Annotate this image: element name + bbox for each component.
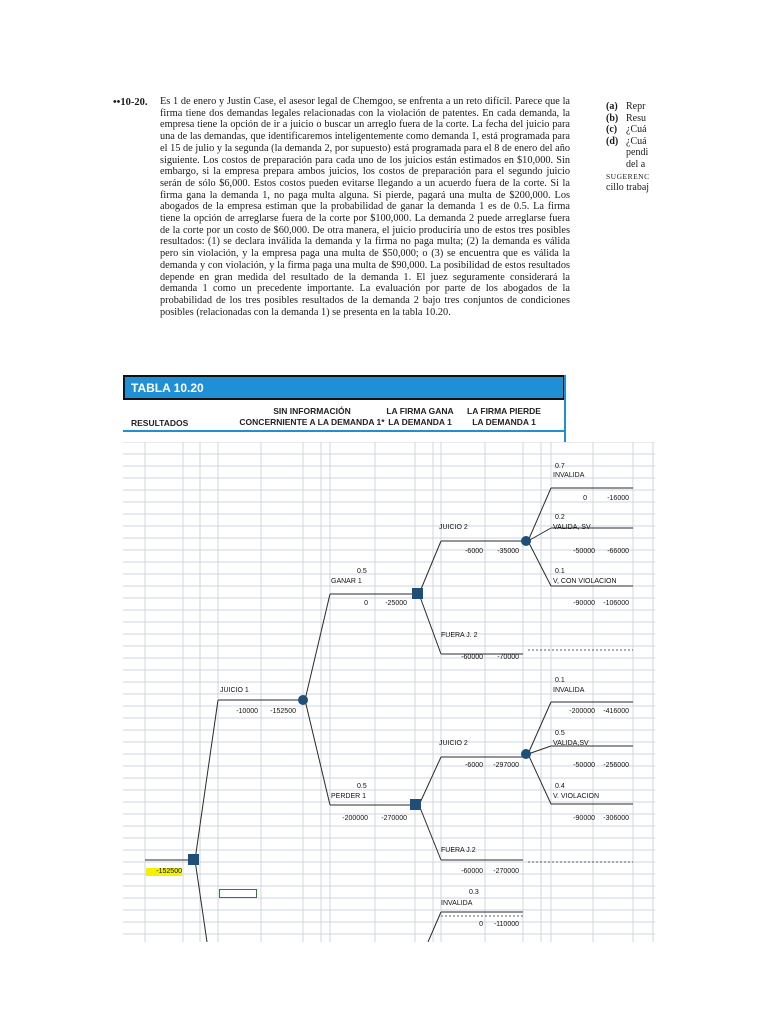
top-juicio2-label: JUICIO 2 bbox=[439, 524, 468, 531]
mid-invalida-label: INVALIDA bbox=[553, 687, 585, 694]
top-invalida-label: INVALIDA bbox=[553, 472, 585, 479]
col-sin-info-line2: CONCERNIENTE A LA DEMANDA 1* bbox=[239, 417, 385, 427]
question-c: (c) ¿Cuá bbox=[606, 124, 647, 136]
question-d-line3: del a bbox=[626, 158, 646, 170]
mid-violacion-prob: 0.4 bbox=[555, 783, 565, 790]
mid-valida-sv-v1: -50000 bbox=[573, 762, 595, 769]
top-invalida-v2: -16000 bbox=[607, 495, 629, 502]
table-column-headers bbox=[123, 400, 565, 440]
fuera-j2-top-label: FUERA J. 2 bbox=[441, 632, 478, 639]
question-d: (d) ¿Cuá bbox=[606, 135, 647, 147]
chance-node-demanda2-top bbox=[521, 536, 531, 546]
perder1-v1: -200000 bbox=[342, 815, 368, 822]
problem-number: ••10-20. bbox=[113, 97, 148, 108]
top-valida-sv-label: VALIDA, SV bbox=[553, 524, 591, 531]
perder1-label: PERDER 1 bbox=[331, 793, 367, 800]
mid-juicio2-label: JUICIO 2 bbox=[439, 740, 468, 747]
top-valida-sv-v2: -66000 bbox=[607, 548, 629, 555]
mid-juicio2-v1: -6000 bbox=[465, 762, 483, 769]
juicio1-v2: -152500 bbox=[270, 708, 296, 715]
top-valida-sv-prob: 0.2 bbox=[555, 514, 565, 521]
mid-valida-sv-label: VALIDA,SV bbox=[553, 740, 589, 747]
mid-violacion-label: V. VIOLACION bbox=[553, 793, 600, 800]
fuera-j2-bottom-label: FUERA J.2 bbox=[441, 847, 476, 854]
mid-violacion-v2: -306000 bbox=[603, 815, 629, 822]
root-value-cell[interactable]: -152500 bbox=[146, 868, 182, 876]
bottom-invalida-v1: 0 bbox=[479, 921, 483, 928]
decision-node-juicio2-bottom bbox=[410, 799, 421, 810]
table-header-rule bbox=[123, 430, 565, 432]
question-d-line2: pendi bbox=[626, 147, 649, 159]
decision-node-juicio2-top bbox=[412, 588, 423, 599]
col-gana-line1: LA FIRMA GANA bbox=[386, 406, 454, 416]
fuera-j2-bottom-v2: -270000 bbox=[493, 868, 519, 875]
hint-label: SUGERENC bbox=[606, 171, 650, 181]
bottom-invalida-label: INVALIDA bbox=[441, 900, 473, 907]
top-invalida-prob: 0.7 bbox=[555, 463, 565, 470]
mid-valida-sv-prob: 0.5 bbox=[555, 730, 565, 737]
top-juicio2-v2: -35000 bbox=[497, 548, 519, 555]
col-resultados: RESULTADOS bbox=[131, 418, 189, 428]
juicio1-v1: -10000 bbox=[236, 708, 258, 715]
selected-cell[interactable] bbox=[219, 889, 257, 898]
ganar1-label: GANAR 1 bbox=[331, 578, 362, 585]
perder1-v2: -270000 bbox=[381, 815, 407, 822]
problem-text: Es 1 de enero y Justin Case, el asesor legal de Chemgoo, se enfrenta a un reto difícil. Parece que la firma tiene dos demandas legales relacionadas con la violación de patentes. En cada demanda, la empresa tiene la opción de ir a juicio o buscar un arreglo fuera de la corte. La fecha del juicio para una de las demandas, que identificaremos inteligentemente como demanda 1, está programada para el 15 de julio y la segunda (la demanda 2, por supuesto) está programada para el 8 de enero del año siguiente. Los costos de preparación para cada uno de los juicios están estimados en $10,000. Sin embargo, si la empresa prepara ambos juicios, los costos de preparación para el segundo juicio serán de sólo $6,000. Estos costos pueden evitarse llegando a un acuerdo fuera de la corte. Si la firma gana la demanda 1, no paga multa alguna. Si pierde, pagará una multa de $200,000. Los abogados de la empresa estiman que la probabilidad de ganar la demanda 1 es de 0.5. La firma tiene la opción de arreglarse fuera de la corte por $100,000. La demanda 2 puede arreglarse fuera de la corte por un costo de $60,000. De otra manera, el juicio produciría uno de estos tres posibles resultados: (1) se declara inválida la demanda y la firma no paga multa; (2) la demanda es válida pero sin violación, y la empresa paga una multa de $50,000; o (3) se encuentra que es válida la demanda y con violación, y la firma paga una multa de $90,000. La posibilidad de estos resultados depende en gran medida del resultado de la demanda 1. El juez seguramente considerará la demanda 1 como un precedente importante. La evaluación por parte de los abogados de la probabilidad de los tres posibles resultados de la demanda 2 bajo tres conjuntos de condiciones posibles (relacionadas con la demanda 1) se presenta en la tabla 10.20. bbox=[160, 96, 570, 318]
mid-valida-sv-v2: -256000 bbox=[603, 762, 629, 769]
top-juicio2-v1: -6000 bbox=[465, 548, 483, 555]
bottom-invalida-prob: 0.3 bbox=[469, 889, 479, 896]
hint-text: cillo trabaj bbox=[606, 182, 650, 194]
mid-juicio2-v2: -297000 bbox=[493, 762, 519, 769]
mid-violacion-v1: -90000 bbox=[573, 815, 595, 822]
spreadsheet-decision-tree bbox=[123, 442, 655, 942]
fuera-j2-bottom-v1: -60000 bbox=[461, 868, 483, 875]
mid-invalida-v2: -416000 bbox=[603, 708, 629, 715]
top-violacion-label: V, CON VIOLACION bbox=[553, 578, 617, 585]
bottom-invalida-v2: -110000 bbox=[493, 921, 519, 928]
table-title-bar bbox=[123, 375, 565, 400]
question-a: (a) Repr bbox=[606, 101, 646, 112]
top-invalida-v1: 0 bbox=[583, 495, 587, 502]
chance-node-demanda1 bbox=[298, 695, 308, 705]
side-questions bbox=[606, 101, 768, 194]
juicio1-label: JUICIO 1 bbox=[220, 687, 249, 694]
top-violacion-v1: -90000 bbox=[573, 600, 595, 607]
mid-invalida-prob: 0.1 bbox=[555, 677, 565, 684]
top-violacion-prob: 0.1 bbox=[555, 568, 565, 575]
ganar1-v2: -25000 bbox=[385, 600, 407, 607]
perder1-prob: 0.5 bbox=[357, 783, 367, 790]
ganar1-v1: 0 bbox=[364, 600, 368, 607]
ganar1-prob: 0.5 bbox=[357, 568, 367, 575]
fuera-j2-top-v2: -70000 bbox=[497, 654, 519, 661]
col-pierde-line1: LA FIRMA PIERDE bbox=[467, 406, 541, 416]
table-title: TABLA 10.20 bbox=[131, 381, 204, 395]
mid-invalida-v1: -200000 bbox=[569, 708, 595, 715]
question-b: (b) Resu bbox=[606, 112, 646, 124]
col-gana-line2: LA DEMANDA 1 bbox=[388, 417, 452, 427]
top-valida-sv-v1: -50000 bbox=[573, 548, 595, 555]
fuera-j2-top-v1: -60000 bbox=[461, 654, 483, 661]
col-pierde-line2: LA DEMANDA 1 bbox=[472, 417, 536, 427]
col-sin-info-line1: SIN INFORMACIÓN bbox=[273, 406, 351, 416]
decision-node-root bbox=[188, 854, 199, 865]
chance-node-demanda2-bottom bbox=[521, 749, 531, 759]
top-violacion-v2: -106000 bbox=[603, 600, 629, 607]
